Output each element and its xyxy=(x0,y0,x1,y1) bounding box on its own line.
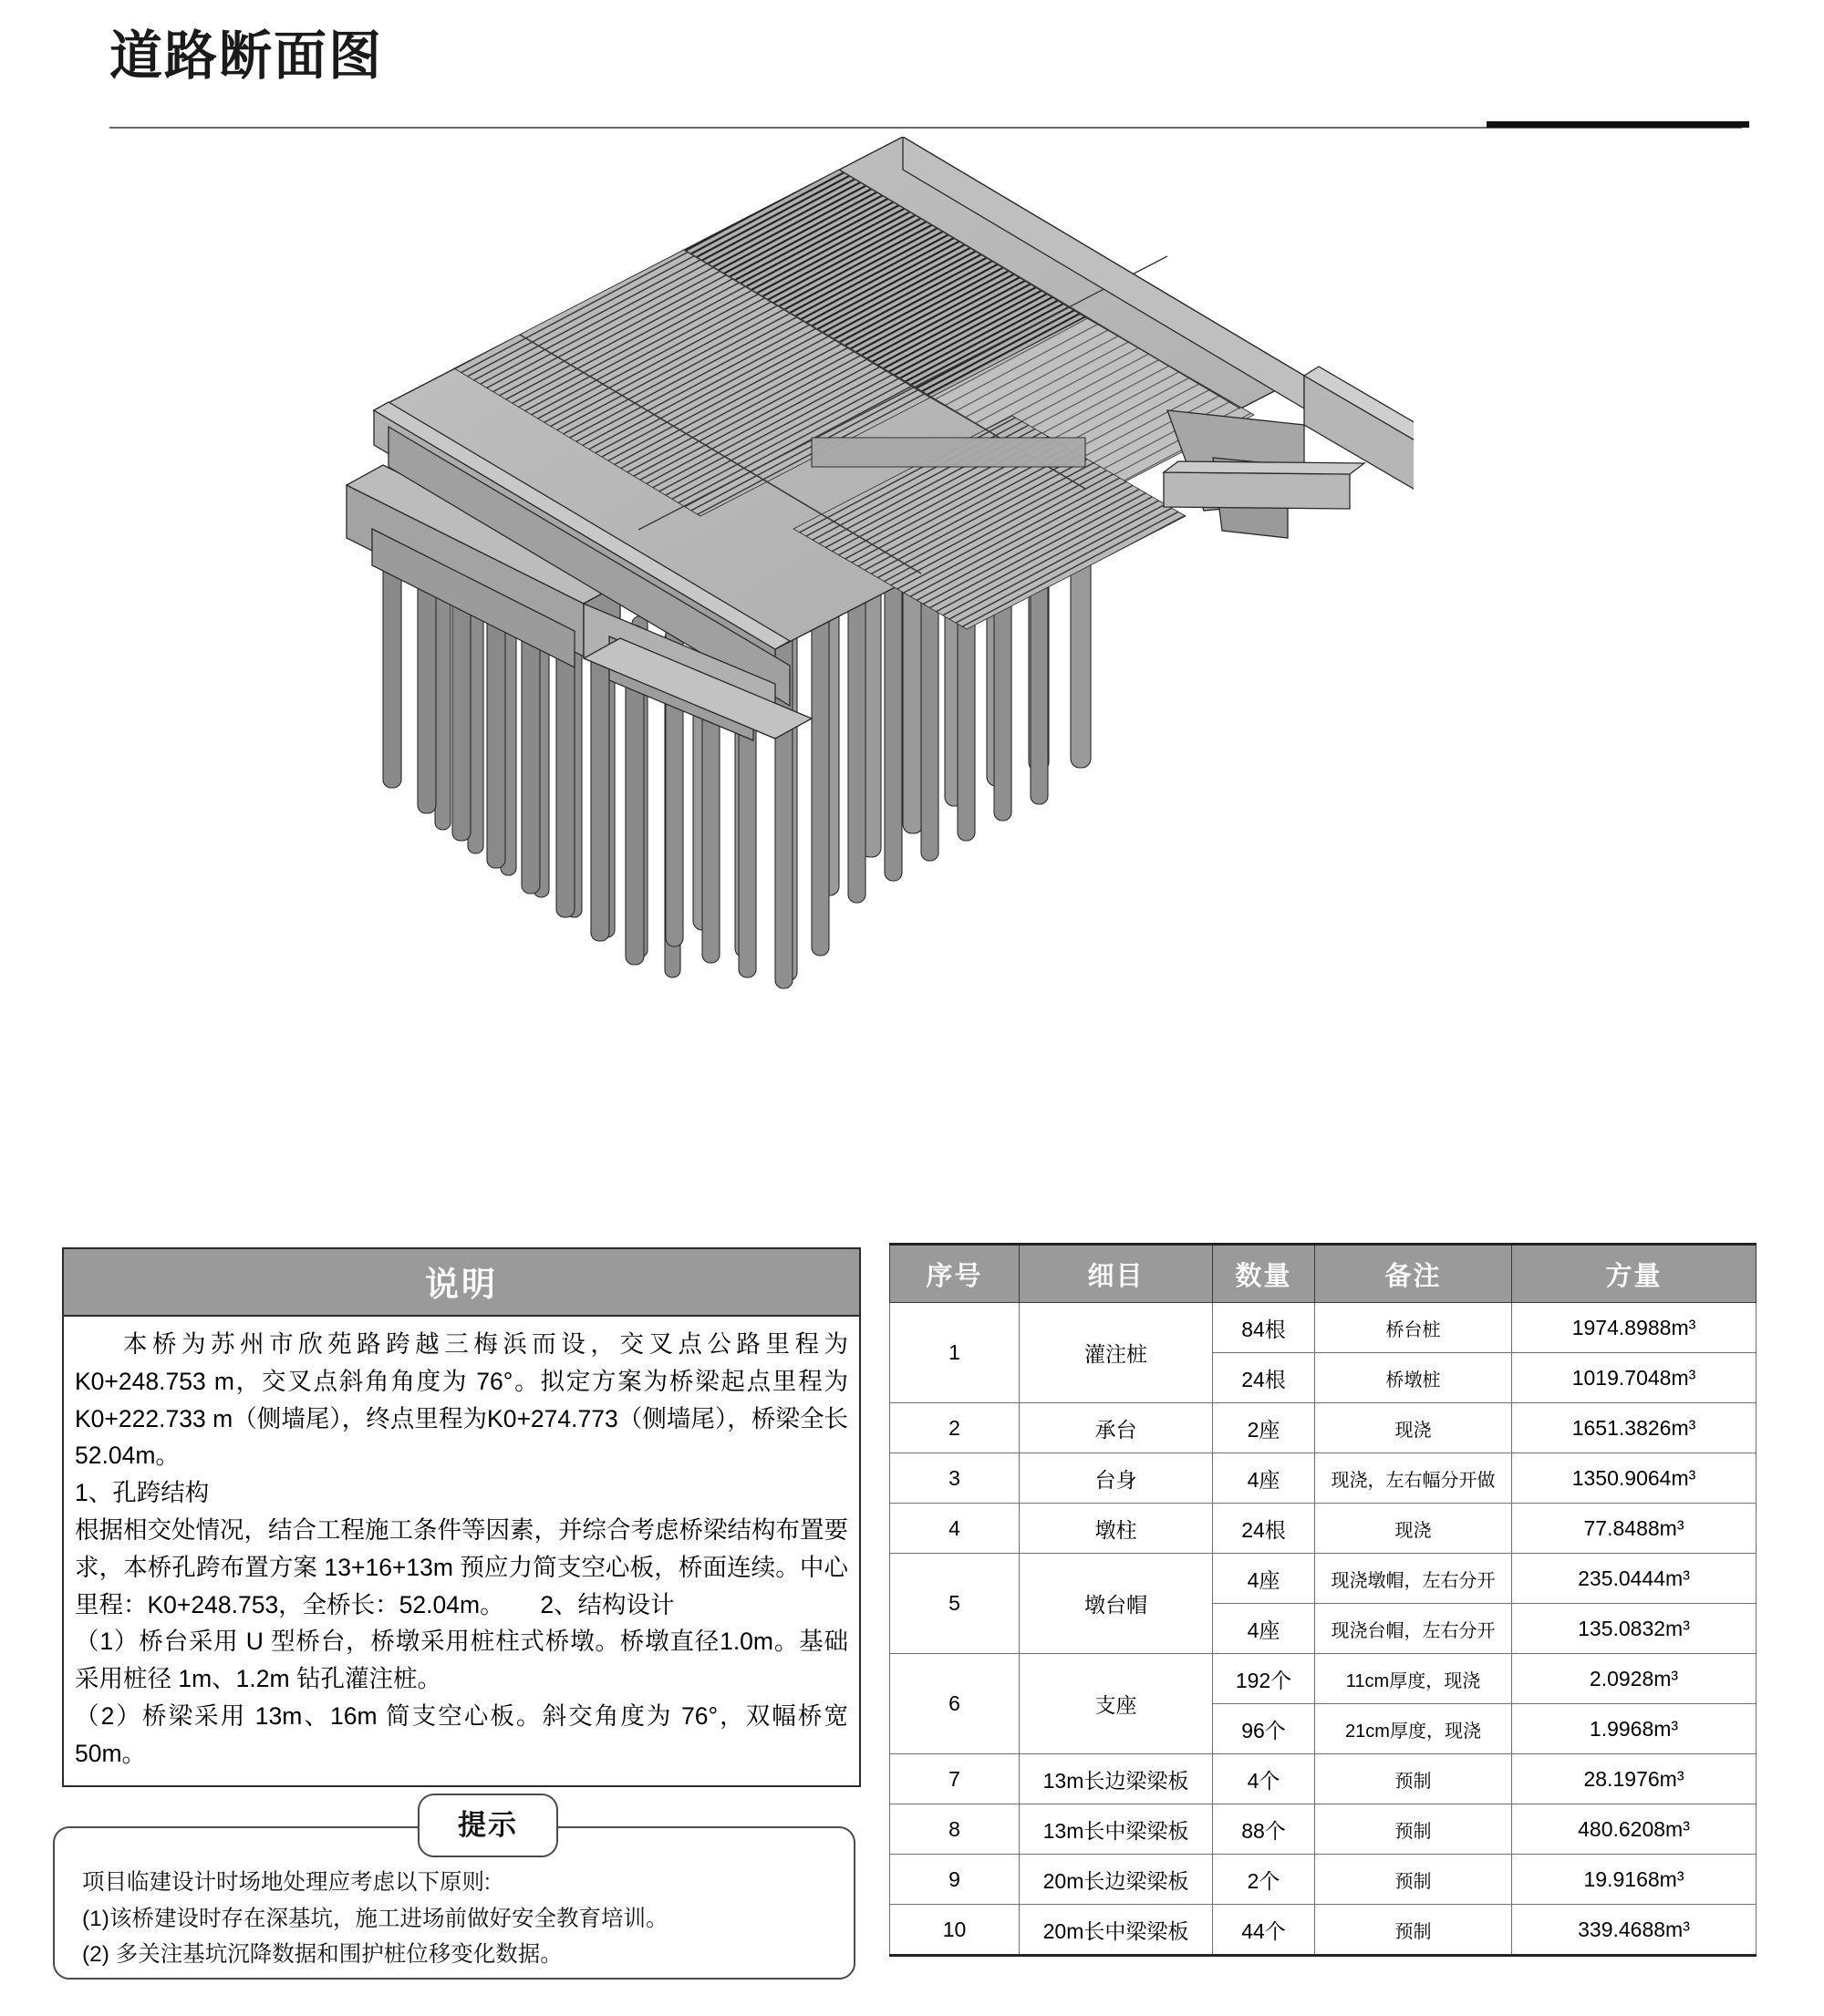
cell-quantity: 88个 xyxy=(1213,1804,1315,1855)
cell-note: 预制 xyxy=(1315,1804,1512,1855)
cell-note: 现浇墩帽，左右分开 xyxy=(1315,1554,1512,1604)
cell-item: 13m长中梁梁板 xyxy=(1020,1804,1213,1855)
cell-volume: 28.1976m³ xyxy=(1512,1754,1757,1804)
cell-volume: 1651.3826m³ xyxy=(1512,1403,1757,1453)
cell-no: 10 xyxy=(890,1905,1020,1956)
cell-no: 9 xyxy=(890,1855,1020,1905)
quantities-table xyxy=(889,1243,1757,1957)
explanation-paragraph-4: （1）桥台采用 U 型桥台，桥墩采用桩柱式桥墩。桥墩直径1.0m。基础采用桩径 1m、1.2m 钻孔灌注桩。 xyxy=(75,1628,848,1693)
bridge-3d-figure xyxy=(210,137,1414,1194)
cell-note: 桥台桩 xyxy=(1315,1303,1512,1353)
cell-no: 5 xyxy=(890,1554,1020,1654)
cell-note: 现浇，左右幅分开做 xyxy=(1315,1453,1512,1504)
cell-no: 8 xyxy=(890,1804,1020,1855)
cell-quantity: 4个 xyxy=(1213,1754,1315,1804)
cell-quantity: 4座 xyxy=(1213,1604,1315,1654)
cell-no: 2 xyxy=(890,1403,1020,1453)
table-row xyxy=(890,1403,1757,1453)
table-header-qty: 数量 xyxy=(1213,1245,1315,1303)
cell-quantity: 4座 xyxy=(1213,1554,1315,1604)
tip-line-2: (1)该桥建设时存在深基坑，施工进场前做好安全教育培训。 xyxy=(82,1906,668,1931)
cell-quantity: 2个 xyxy=(1213,1855,1315,1905)
cell-volume: 2.0928m³ xyxy=(1512,1654,1757,1704)
cell-note: 21cm厚度，现浇 xyxy=(1315,1704,1512,1754)
table-row xyxy=(890,1504,1757,1554)
cell-no: 6 xyxy=(890,1654,1020,1754)
cell-quantity: 44个 xyxy=(1213,1905,1315,1956)
cell-item: 台身 xyxy=(1020,1453,1213,1504)
cell-volume: 1.9968m³ xyxy=(1512,1704,1757,1754)
cell-item: 灌注桩 xyxy=(1020,1303,1213,1403)
explanation-paragraph-3: 根据相交处情况，结合工程施工条件等因素，并综合考虑桥梁结构布置要求，本桥孔跨布置方案 13+16+13m 预应力简支空心板，桥面连续。中心里程：K0+248.753，全桥长：52.04m。 2、结构设计 xyxy=(75,1515,848,1618)
table-row xyxy=(890,1654,1757,1704)
table-row xyxy=(890,1855,1757,1905)
cell-volume: 1019.7048m³ xyxy=(1512,1353,1757,1403)
tip-badge: 提示 xyxy=(418,1794,558,1857)
cell-quantity: 84根 xyxy=(1213,1303,1315,1353)
table-row xyxy=(890,1303,1757,1353)
cell-quantity: 96个 xyxy=(1213,1704,1315,1754)
explanation-header: 说明 xyxy=(64,1249,859,1317)
cell-note: 预制 xyxy=(1315,1855,1512,1905)
cell-volume: 480.6208m³ xyxy=(1512,1804,1757,1855)
cell-volume: 235.0444m³ xyxy=(1512,1554,1757,1604)
explanation-panel xyxy=(62,1247,861,1787)
cell-volume: 1974.8988m³ xyxy=(1512,1303,1757,1353)
cell-item: 13m长边梁梁板 xyxy=(1020,1754,1213,1804)
cell-note: 现浇台帽，左右分开 xyxy=(1315,1604,1512,1654)
tip-line-3: (2) 多关注基坑沉降数据和围护桩位移变化数据。 xyxy=(82,1942,563,1968)
cell-item: 承台 xyxy=(1020,1403,1213,1453)
tip-line-1: 项目临建设计时场地处理应考虑以下原则: xyxy=(82,1870,491,1895)
table-header-no: 序号 xyxy=(890,1245,1020,1303)
table-header-vol: 方量 xyxy=(1512,1245,1757,1303)
cell-item: 墩柱 xyxy=(1020,1504,1213,1554)
cell-volume: 1350.9064m³ xyxy=(1512,1453,1757,1504)
cell-note: 预制 xyxy=(1315,1754,1512,1804)
cell-item: 墩台帽 xyxy=(1020,1554,1213,1654)
explanation-body xyxy=(64,1317,859,1785)
cell-volume: 339.4688m³ xyxy=(1512,1905,1757,1956)
cell-item: 支座 xyxy=(1020,1654,1213,1754)
explanation-paragraph-1: 本桥为苏州市欣苑路跨越三梅浜而设，交叉点公路里程为K0+248.753 m，交叉点斜角角度为 76°。拟定方案为桥梁起点里程为 K0+222.733 m（侧墙尾），终点里程为K0+274.773（侧墙尾），桥梁全长 52.04m。 xyxy=(75,1330,848,1470)
bridge-pier-cap-center xyxy=(812,438,1085,467)
table-row xyxy=(890,1453,1757,1504)
title-divider-thick xyxy=(1487,121,1749,128)
explanation-paragraph-2: 1、孔跨结构 xyxy=(75,1479,210,1507)
table-row xyxy=(890,1804,1757,1855)
cell-item: 20m长边梁梁板 xyxy=(1020,1855,1213,1905)
cell-note: 现浇 xyxy=(1315,1403,1512,1453)
quantities-table-wrap xyxy=(889,1243,1756,1957)
cell-volume: 19.9168m³ xyxy=(1512,1855,1757,1905)
cell-note: 11cm厚度，现浇 xyxy=(1315,1654,1512,1704)
cell-quantity: 4座 xyxy=(1213,1453,1315,1504)
cell-no: 3 xyxy=(890,1453,1020,1504)
cell-quantity: 24根 xyxy=(1213,1504,1315,1554)
cell-no: 7 xyxy=(890,1754,1020,1804)
cell-note: 现浇 xyxy=(1315,1504,1512,1554)
cell-item: 20m长中梁梁板 xyxy=(1020,1905,1213,1956)
tip-panel xyxy=(53,1809,855,1980)
quantities-table-body xyxy=(890,1303,1757,1956)
cell-quantity: 2座 xyxy=(1213,1403,1315,1453)
cell-no: 4 xyxy=(890,1504,1020,1554)
cell-note: 预制 xyxy=(1315,1905,1512,1956)
table-header-note: 备注 xyxy=(1315,1245,1512,1303)
cell-no: 1 xyxy=(890,1303,1020,1403)
page-title: 道路断面图 xyxy=(109,26,384,86)
table-row xyxy=(890,1905,1757,1956)
explanation-paragraph-5: （2）桥梁采用 13m、16m 简支空心板。斜交角度为 76°，双幅桥宽50m。 xyxy=(75,1701,848,1767)
table-row xyxy=(890,1554,1757,1604)
cell-quantity: 192个 xyxy=(1213,1654,1315,1704)
cell-note: 桥墩桩 xyxy=(1315,1353,1512,1403)
table-header-row xyxy=(890,1245,1757,1303)
table-header-item: 细目 xyxy=(1020,1245,1213,1303)
cell-volume: 135.0832m³ xyxy=(1512,1604,1757,1654)
cell-quantity: 24根 xyxy=(1213,1353,1315,1403)
cell-volume: 77.8488m³ xyxy=(1512,1504,1757,1554)
tip-body xyxy=(82,1865,835,1973)
table-row xyxy=(890,1754,1757,1804)
